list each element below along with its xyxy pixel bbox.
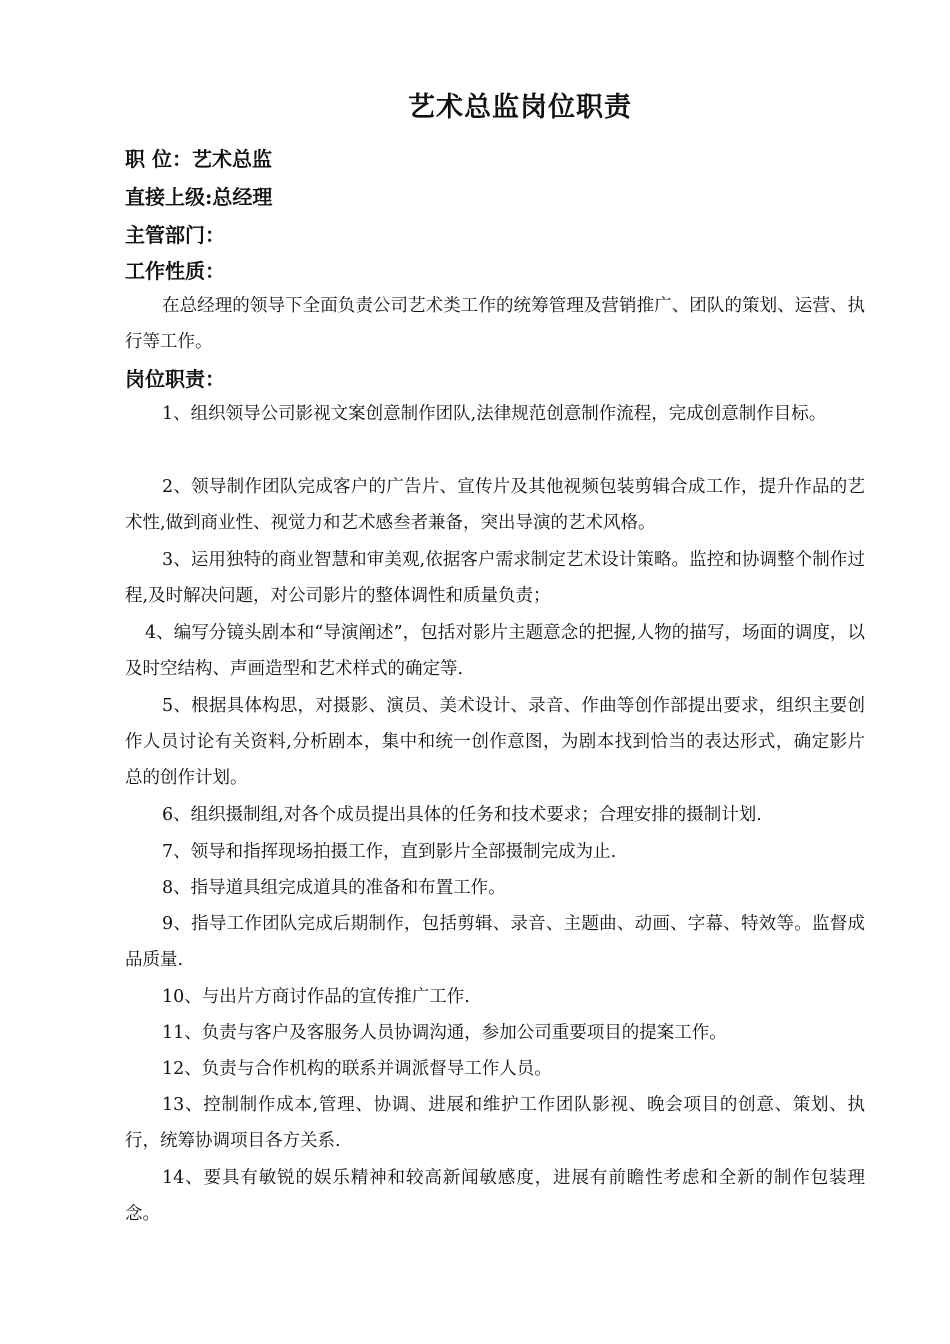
duty-item-4: 4、编写分镜头剧本和“导演阐述”，包括对影片主题意念的把握,人物的描写，场面的调度，以及时空结构、声画造型和艺术样式的确定等. (125, 623, 865, 679)
duty-item-9: 9、指导工作团队完成后期制作，包括剪辑、录音、主题曲、动画、字幕、特效等。监督成品质量. (125, 914, 865, 970)
duty-item-1: 1、组织领导公司影视文案创意制作团队,法律规范创意制作流程，完成创意制作目标。 (162, 404, 827, 424)
duty-item-8: 8、指导道具组完成道具的准备和布置工作。 (162, 878, 506, 898)
duty-item-10: 10、与出片方商讨作品的宣传推广工作. (162, 987, 470, 1007)
duty-item-2: 2、领导制作团队完成客户的广告片、宣传片及其他视频包装剪辑合成工作，提升作品的艺术性,做到商业性、视觉力和艺术感叁者兼备，突出导演的艺术风格。 (125, 477, 865, 533)
duties-heading: 岗位职责： (125, 367, 225, 391)
nature-heading: 工作性质： (125, 259, 225, 283)
duty-item-11: 11、负责与客户及客服务人员协调沟通，参加公司重要项目的提案工作。 (162, 1023, 727, 1043)
field-superior: 直接上级:总经理 (125, 185, 273, 209)
document-title: 艺术总监岗位职责 (408, 92, 632, 123)
field-department: 主管部门： (125, 223, 225, 247)
duty-item-3: 3、运用独特的商业智慧和审美观,依据客户需求制定艺术设计策略。监控和协调整个制作过程,及时解决问题，对公司影片的整体调性和质量负责； (125, 550, 865, 606)
nature-paragraph: 在总经理的领导下全面负责公司艺术类工作的统筹管理及营销推广、团队的策划、运营、执行等工作。 (125, 296, 865, 352)
field-position: 职 位：艺术总监 (125, 147, 272, 171)
duty-item-12: 12、负责与合作机构的联系并调派督导工作人员。 (162, 1059, 552, 1079)
duty-item-13: 13、控制制作成本,管理、协调、进展和维护工作团队影视、晚会项目的创意、策划、执行，统筹协调项目各方关系. (125, 1095, 865, 1151)
duty-item-5: 5、根据具体构思，对摄影、演员、美术设计、录音、作曲等创作部提出要求，组织主要创作人员讨论有关资料,分析剧本，集中和统一创作意图，为剧本找到恰当的表达形式，确定影片总的创作计划。 (125, 696, 865, 788)
duty-item-6: 6、组织摄制组,对各个成员提出具体的任务和技术要求；合理安排的摄制计划. (162, 805, 762, 825)
duty-item-7: 7、领导和指挥现场拍摄工作，直到影片全部摄制完成为止. (162, 842, 617, 862)
duty-item-14: 14、要具有敏锐的娱乐精神和较高新闻敏感度，进展有前瞻性考虑和全新的制作包装理念。 (125, 1168, 865, 1224)
